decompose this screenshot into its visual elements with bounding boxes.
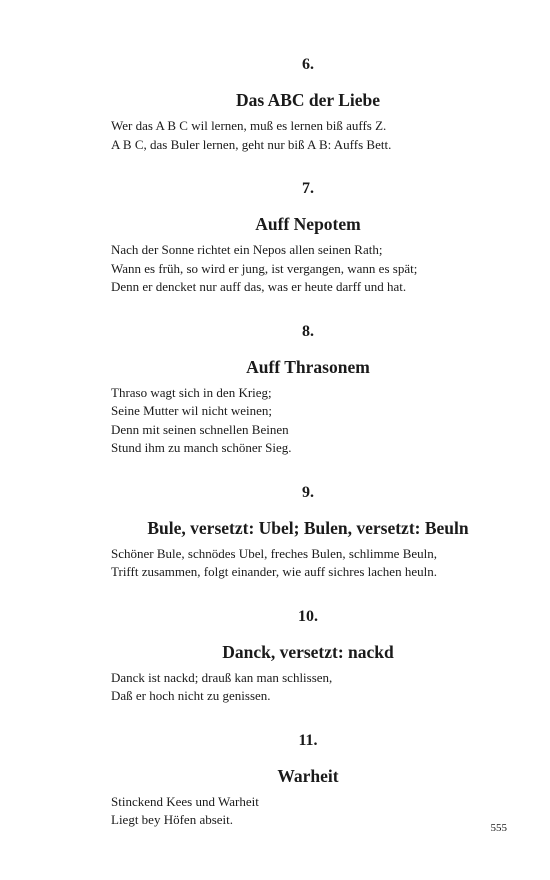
poem-number: 10. xyxy=(298,607,318,625)
poem-lines xyxy=(111,241,505,297)
poem-line: Thraso wagt sich in den Krieg; xyxy=(111,384,272,400)
poem-lines xyxy=(111,117,505,154)
poem-11 xyxy=(111,731,505,830)
poem-line: Trifft zusammen, folgt einander, wie auff sichres lachen heuln. xyxy=(111,564,437,579)
poem-9 xyxy=(111,483,505,582)
poem-title: Auff Nepotem xyxy=(255,214,361,234)
poem-7 xyxy=(111,179,505,297)
poem-6 xyxy=(111,55,505,154)
poem-line: Denn er dencket nur auff das, was er heute darff und hat. xyxy=(111,279,407,294)
poem-line: Wann es früh, so wird er jung, ist vergangen, wann es spät; xyxy=(111,260,418,276)
poem-line: Stinckend Kees und Warheit xyxy=(111,793,259,809)
poem-line: Danck ist nackd; drauß kan man schlissen, xyxy=(111,669,333,685)
poem-line: Liegt bey Höfen abseit. xyxy=(111,812,234,827)
poem-title: Auff Thrasonem xyxy=(246,356,370,377)
poem-line: Nach der Sonne richtet ein Nepos allen seinen Rath; xyxy=(111,242,383,257)
poem-8 xyxy=(111,322,505,458)
poem-line: Denn mit seinen schnellen Beinen xyxy=(111,421,289,437)
poem-number: 9. xyxy=(302,483,314,501)
poem-line: Stund ihm zu manch schöner Sieg. xyxy=(111,440,292,455)
poem-line: Wer das A B C wil lernen, muß es lernen biß auffs Z. xyxy=(111,118,387,133)
poem-number: 8. xyxy=(302,322,314,340)
poem-number: 6. xyxy=(302,56,314,73)
poem-title: Bule, versetzt: Ubel; Bulen, versetzt: Beuln xyxy=(147,517,469,538)
poem-10 xyxy=(111,607,505,706)
poem-lines xyxy=(111,793,505,830)
poem-number: 7. xyxy=(302,180,314,197)
poem-lines xyxy=(111,545,505,582)
poem-line: Schöner Bule, schnödes Ubel, freches Bulen, schlimme Beuln, xyxy=(111,545,438,561)
poem-line: A B C, das Buler lernen, geht nur biß A B: Auffs Bett. xyxy=(111,136,392,152)
poem-title: Das ABC der Liebe xyxy=(235,90,381,110)
poem-line: Daß er hoch nicht zu genissen. xyxy=(111,688,271,703)
poem-title: Warheit xyxy=(277,765,339,786)
page-number: 555 xyxy=(490,822,507,834)
poem-line: Seine Mutter wil nicht weinen; xyxy=(111,403,273,418)
poem-title: Danck, versetzt: nackd xyxy=(222,641,394,662)
page-content xyxy=(111,55,505,830)
poem-lines xyxy=(111,384,505,458)
poem-lines xyxy=(111,669,505,706)
poem-number: 11. xyxy=(298,731,318,749)
